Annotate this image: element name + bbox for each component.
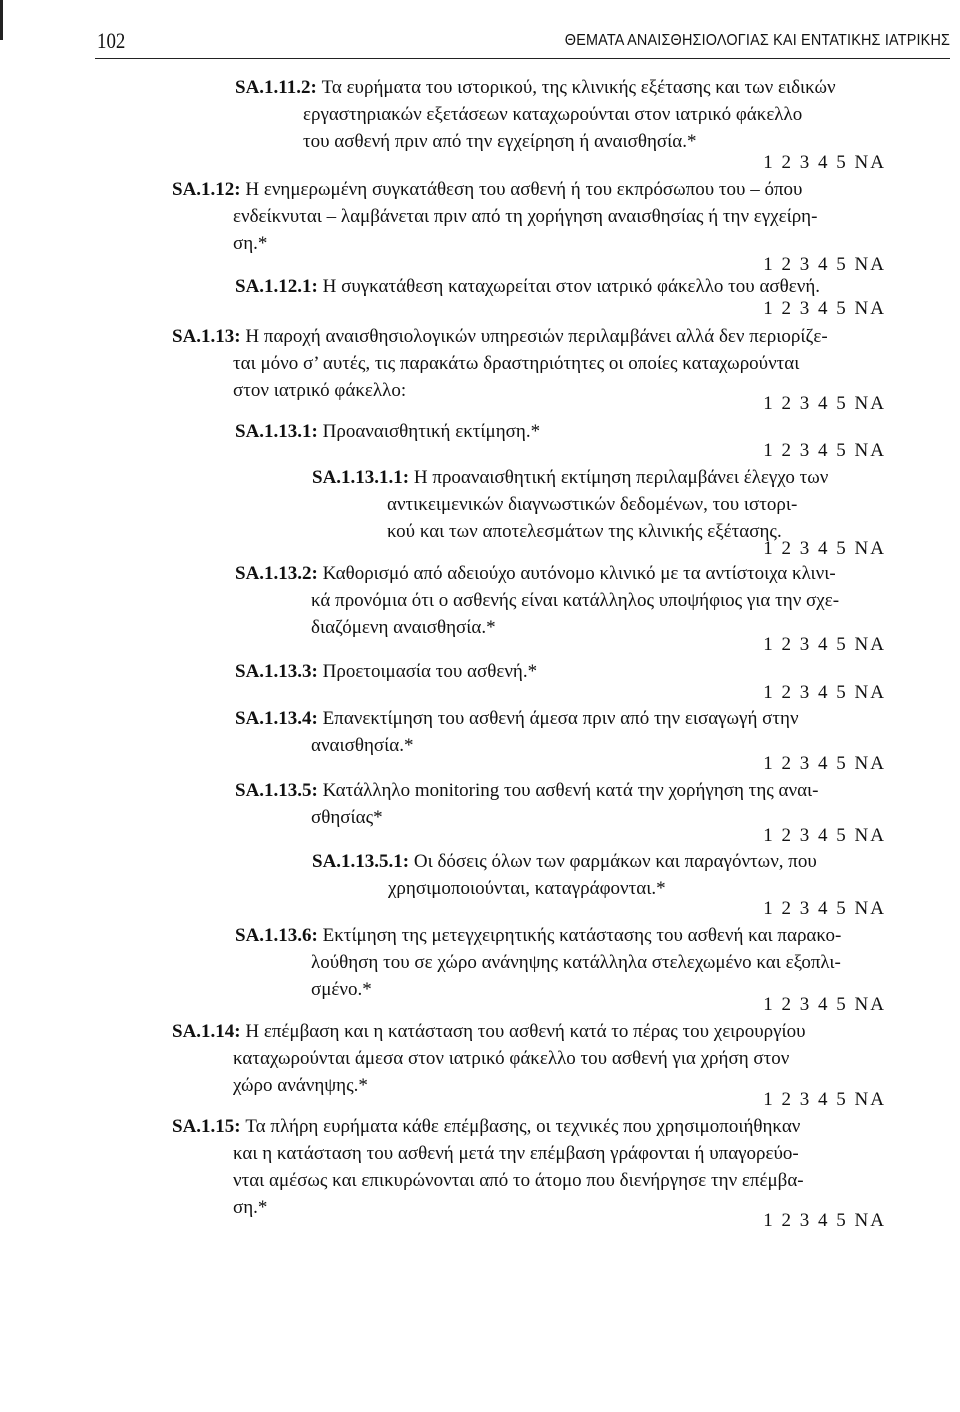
rating-scale: 1 2 3 4 5 NA — [763, 152, 886, 173]
entry-text-line: και η κατάσταση του ασθενή μετά την επέμβαση γράφονται ή υπαγορεύο- — [233, 1143, 799, 1164]
rating-scale: 1 2 3 4 5 NA — [763, 634, 886, 655]
entry-text-line: του ασθενή πριν από την εγχείρηση ή αναισθησία.* — [303, 131, 697, 152]
entry-code: SA.1.11.2: — [235, 77, 317, 98]
rating-scale: 1 2 3 4 5 NA — [763, 440, 886, 461]
entry-sa-1-14 — [172, 1018, 892, 1099]
entry-sa-1-13 — [172, 323, 892, 404]
entry-code: SA.1.13.5: — [235, 780, 318, 801]
rating-scale: 1 2 3 4 5 NA — [763, 753, 886, 774]
entry-text-line: Τα πλήρη ευρήματα κάθε επέμβασης, οι τεχνικές που χρησιμοποιήθηκαν — [245, 1116, 801, 1137]
entry-sa-1-13-3 — [235, 658, 895, 685]
entry-text-line: Η συγκατάθεση καταχωρείται στον ιατρικό φάκελλο του ασθενή. — [322, 276, 821, 297]
entry-text-line: Η παροχή αναισθησιολογικών υπηρεσιών περιλαμβάνει αλλά δεν περιορίζε- — [245, 326, 828, 347]
entry-text-line: Η ενημερωμένη συγκατάθεση του ασθενή ή του εκπρόσωπου του – όπου — [245, 179, 803, 200]
entry-text-line: αντικειμενικών διαγνωστικών δεδομένων, του ιστορι- — [387, 494, 798, 515]
entry-text-line: χρησιμοποιούνται, καταγράφονται.* — [388, 878, 666, 899]
entry-text-line: Κατάλληλο monitoring του ασθενή κατά την χορήγηση της αναι- — [322, 780, 819, 801]
entry-sa-1-13-5-1 — [312, 848, 912, 902]
entry-text-line: λούθηση του σε χώρο ανάνηψης κατάλληλα στελεχωμένο και εξοπλι- — [311, 952, 841, 973]
entry-code: SA.1.13.2: — [235, 563, 318, 584]
entry-text-line: νται αμέσως και επικυρώνονται από το άτομο που διενήργησε την επέμβα- — [233, 1170, 804, 1191]
entry-text-line: ται μόνο σ’ αυτές, τις παρακάτω δραστηριότητες οι οποίες καταχωρούνται — [233, 353, 800, 374]
entry-sa-1-12-1 — [235, 273, 895, 300]
entry-text-line: σθησίας* — [311, 807, 383, 828]
entry-sa-1-12 — [172, 176, 892, 257]
entry-code: SA.1.13.1: — [235, 421, 318, 442]
entry-text-line: ση.* — [233, 1197, 268, 1218]
entry-sa-1-13-1-1 — [312, 464, 912, 545]
entry-text-line: Επανεκτίμηση του ασθενή άμεσα πριν από την εισαγωγή στην — [322, 708, 799, 729]
entry-code: SA.1.13.4: — [235, 708, 318, 729]
entry-text-line: ση.* — [233, 233, 268, 254]
entry-text-line: Η επέμβαση και η κατάσταση του ασθενή κατά το πέρας του χειρουργίου — [245, 1021, 806, 1042]
entry-text-line: αναισθησία.* — [311, 735, 414, 756]
rating-scale: 1 2 3 4 5 NA — [763, 254, 886, 275]
entry-sa-1-15 — [172, 1113, 892, 1221]
entry-code: SA.1.13.1.1: — [312, 467, 410, 488]
entry-text-line: ενδείκνυται – λαμβάνεται πριν από τη χορήγηση αναισθησίας ή την εγχείρη- — [233, 206, 818, 227]
rating-scale: 1 2 3 4 5 NA — [763, 994, 886, 1015]
page-number: 102 — [97, 28, 126, 53]
entry-text-line: Προετοιμασία του ασθενή.* — [322, 661, 538, 682]
rating-scale: 1 2 3 4 5 NA — [763, 1089, 886, 1110]
entry-text-line: χώρο ανάνηψης.* — [233, 1075, 368, 1096]
entry-text-line: σμένο.* — [311, 979, 372, 1000]
entry-code: SA.1.15: — [172, 1116, 241, 1137]
entry-sa-1-13-4 — [235, 705, 895, 759]
rating-scale: 1 2 3 4 5 NA — [763, 1210, 886, 1231]
running-title: ΘΕΜΑΤΑ ΑΝΑΙΣΘΗΣΙΟΛΟΓΙΑΣ ΚΑΙ ΕΝΤΑΤΙΚΗΣ ΙΑΤΡΙΚΗΣ — [564, 32, 950, 49]
rating-scale: 1 2 3 4 5 NA — [763, 682, 886, 703]
page-header — [0, 28, 960, 58]
entry-sa-1-11-2 — [235, 74, 895, 155]
entry-text-line: Εκτίμηση της μετεγχειρητικής κατάστασης του ασθενή και παρακο- — [322, 925, 842, 946]
header-rule — [95, 58, 950, 59]
entry-text-line: Οι δόσεις όλων των φαρμάκων και παραγόντων, που — [413, 851, 817, 872]
entry-code: SA.1.13.6: — [235, 925, 318, 946]
entry-text-line: διαζόμενη αναισθησία.* — [311, 617, 496, 638]
entry-sa-1-13-6 — [235, 922, 895, 1003]
rating-scale: 1 2 3 4 5 NA — [763, 393, 886, 414]
entry-sa-1-13-5 — [235, 777, 895, 831]
entry-text-line: Η προαναισθητική εκτίμηση περιλαμβάνει έλεγχο των — [413, 467, 829, 488]
entry-text-line: καταχωρούνται άμεσα στον ιατρικό φάκελλο του ασθενή για χρήση στον — [233, 1048, 790, 1069]
entry-code: SA.1.12.1: — [235, 276, 318, 297]
entry-text-line: Προαναισθητική εκτίμηση.* — [322, 421, 541, 442]
entry-code: SA.1.13: — [172, 326, 241, 347]
rating-scale: 1 2 3 4 5 NA — [763, 538, 886, 559]
entry-text-line: κού και των αποτελεσμάτων της κλινικής εξέτασης. — [387, 521, 782, 542]
entry-text-line: στον ιατρικό φάκελλο: — [233, 380, 407, 401]
entry-code: SA.1.12: — [172, 179, 241, 200]
entry-text-line: Τα ευρήματα του ιστορικού, της κλινικής εξέτασης και των ειδικών — [321, 77, 836, 98]
entry-text-line: κά προνόμια ότι ο ασθενής είναι κατάλληλος υποψήφιος για την σχε- — [311, 590, 840, 611]
entry-code: SA.1.13.3: — [235, 661, 318, 682]
entry-code: SA.1.13.5.1: — [312, 851, 410, 872]
rating-scale: 1 2 3 4 5 NA — [763, 298, 886, 319]
entry-sa-1-13-2 — [235, 560, 895, 641]
rating-scale: 1 2 3 4 5 NA — [763, 825, 886, 846]
entry-text-line: Καθορισμό από αδειούχο αυτόνομο κλινικό με τα αντίστοιχα κλινι- — [322, 563, 836, 584]
rating-scale: 1 2 3 4 5 NA — [763, 898, 886, 919]
entry-text-line: εργαστηριακών εξετάσεων καταχωρούνται στον ιατρικό φάκελλο — [303, 104, 803, 125]
entry-code: SA.1.14: — [172, 1021, 241, 1042]
